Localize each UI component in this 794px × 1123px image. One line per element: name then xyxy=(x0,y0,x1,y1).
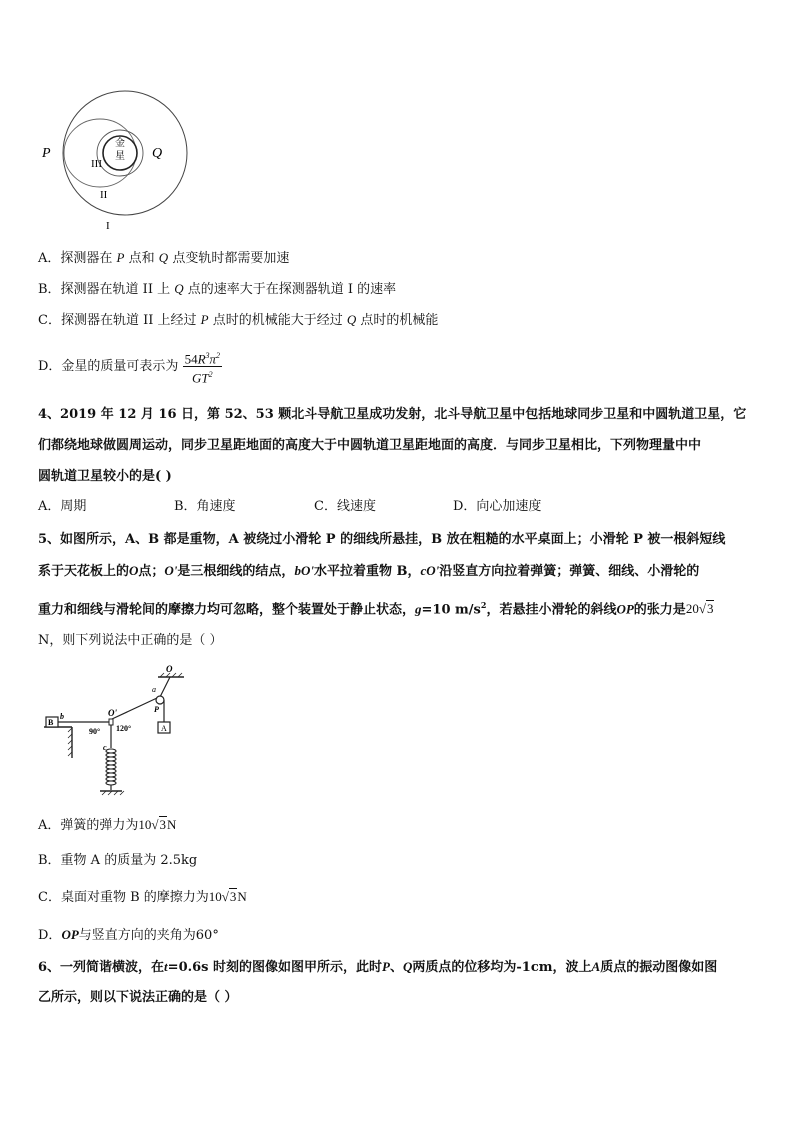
q5-line-4: N，则下列说法中正确的是（ ） xyxy=(38,633,223,648)
label-orbit-1: I xyxy=(106,220,110,232)
rope-o-pulley xyxy=(112,698,157,719)
q4-option-a: A．周期 xyxy=(38,499,87,514)
q3-option-a: A．探测器在 P 点和 Q 点变轨时都需要加速 xyxy=(38,250,290,266)
q6-line-1: 6、一列简谐横波，在t=0.6s 时刻的图像如图甲所示，此时P、Q两质点的位移均为-1cm，波上A质点的振动图像如图 xyxy=(38,959,718,975)
q5-option-d: D．OP与竖直方向的夹角为60° xyxy=(38,927,219,943)
pulley-figure xyxy=(38,662,198,800)
spring xyxy=(106,749,116,785)
mass-formula: $\frac{54R^3\pi^2}{GT^2}$ xyxy=(183,348,222,386)
label-b-box: B xyxy=(48,718,54,727)
q4-option-d: D．向心加速度 xyxy=(453,499,542,514)
planet-label-2: 星 xyxy=(115,151,125,162)
q4-line-3: 圆轨道卫星较小的是( ) xyxy=(38,469,172,484)
orbit-figure xyxy=(36,85,206,235)
label-120: 120° xyxy=(116,724,132,733)
tension-value: 20√3 xyxy=(685,601,714,617)
knot-o-prime xyxy=(109,719,113,725)
label-orbit-2: II xyxy=(100,189,108,201)
rope-op xyxy=(160,677,170,697)
label-a-small: a xyxy=(152,685,156,694)
planet-label-1: 金 xyxy=(115,138,125,149)
label-orbit-3: III xyxy=(91,158,102,170)
q3-option-b: B．探测器在轨道 II 上 Q 点的速率大于在探测器轨道 I 的速率 xyxy=(38,281,397,297)
label-c: c xyxy=(103,743,107,752)
label-a-box: A xyxy=(161,724,167,733)
q5-line-3: 重力和细线与滑轮间的摩擦力均可忽略，整个装置处于静止状态，g=10 $m/s^2$，若悬挂小滑轮的斜线OP的张力是20√3 xyxy=(38,600,714,618)
label-p: P xyxy=(42,146,51,161)
q5-line-1: 5、如图所示，A、B 都是重物，A 被绕过小滑轮 P 的细线所悬挂，B 放在粗糙的水平桌面上；小滑轮 P 被一根斜短线 xyxy=(38,532,726,547)
q5-option-a: A．弹簧的弹力为10√3N xyxy=(38,817,177,833)
label-90: 90° xyxy=(89,727,101,736)
q4-option-b: B．角速度 xyxy=(174,499,236,514)
label-o: O xyxy=(166,664,173,674)
q4-line-1: 4、2019 年 12 月 16 日，第 52、53 颗北斗导航卫星成功发射，北斗导航卫星中包括地球同步卫星和中圆轨道卫星，它 xyxy=(38,407,747,422)
pulley-p xyxy=(156,696,164,704)
q5-line-2: 系于天花板上的O点；O'是三根细线的结点，bO'水平拉着重物 B，cO'沿竖直方向拉着弹簧；弹簧、细线、小滑轮的 xyxy=(38,563,700,579)
q5-option-c: C．桌面对重物 B 的摩擦力为10√3N xyxy=(38,889,247,905)
q3-option-d: D．金星的质量可表示为 $\frac{54R^3\pi^2}{GT^2}$ xyxy=(38,347,222,387)
q3-option-c: C．探测器在轨道 II 上经过 P 点时的机械能大于经过 Q 点时的机械能 xyxy=(38,312,439,328)
q4-option-c: C．线速度 xyxy=(314,499,376,514)
label-p: P xyxy=(154,705,159,714)
label-o-prime: O' xyxy=(108,708,117,718)
q5-option-b: B．重物 A 的质量为 2.5kg xyxy=(38,853,198,868)
q4-line-2: 们都绕地球做圆周运动，同步卫星距地面的高度大于中圆轨道卫星距地面的高度．与同步卫星相比，下列物理量中中 xyxy=(38,438,702,453)
q6-line-2: 乙所示，则以下说法正确的是（ ） xyxy=(38,990,238,1005)
label-q: Q xyxy=(152,146,163,161)
label-b-small: b xyxy=(60,712,64,721)
